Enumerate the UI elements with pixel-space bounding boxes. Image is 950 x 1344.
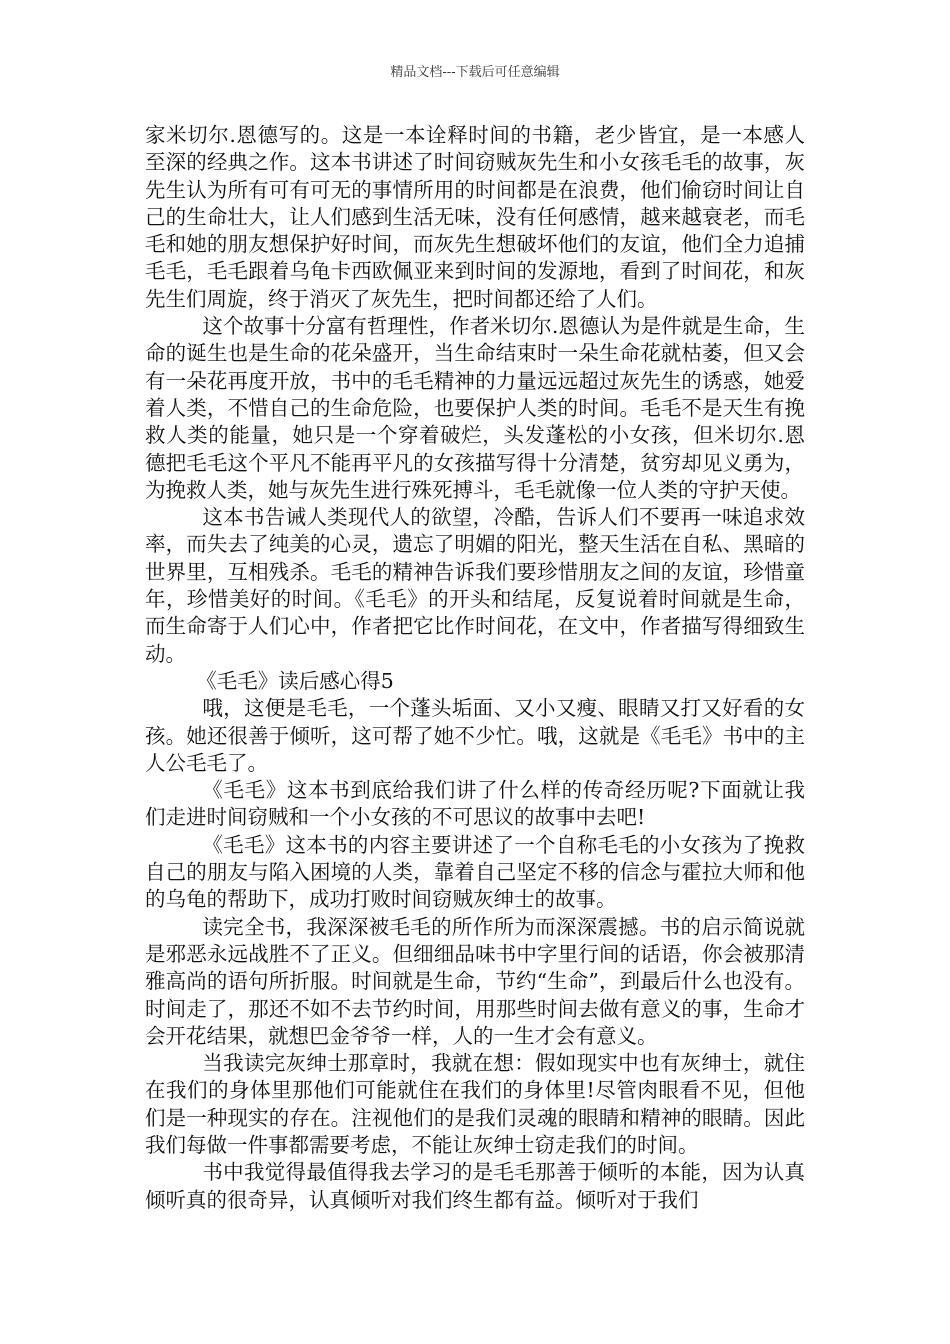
document-body <box>145 122 805 1214</box>
section-heading: 《毛毛》读后感心得5 <box>196 668 394 693</box>
paragraph: 当我读完灰绅士那章时，我就在想：假如现实中也有灰绅士，就住在我们的身体里那他们可能就住在我们的身体里!尽管肉眼看不见，但他们是一种现实的存在。注视他们的是我们灵魂的眼睛和精神的眼睛。因此我们每做一件事都需要考虑，不能让灰绅士窃走我们的时间。 <box>145 1051 805 1157</box>
paragraph: 这个故事十分富有哲理性，作者米切尔.恩德认为是件就是生命，生命的诞生也是生命的花朵盛开，当生命结束时一朵生命花就枯萎，但又会有一朵花再度开放，书中的毛毛精神的力量远远超过灰先生的诱惑，她爱着人类，不惜自己的生命危险，也要保护人类的时间。毛毛不是天生有挽救人类的能量，她只是一个穿着破烂，头发蓬松的小女孩，但米切尔.恩德把毛毛这个平凡不能再平凡的女孩描写得十分清楚，贫穷却见义勇为，为挽救人类，她与灰先生进行殊死搏斗，毛毛就像一位人类的守护天使。 <box>145 314 805 502</box>
paragraph: 哦，这便是毛毛，一个蓬头垢面、又小又瘦、眼睛又打又好看的女孩。她还很善于倾听，这可帮了她不少忙。哦，这就是《毛毛》书中的主人公毛毛了。 <box>145 696 805 775</box>
paragraph: 家米切尔.恩德写的。这是一本诠释时间的书籍，老少皆宜，是一本感人至深的经典之作。这本书讲述了时间窃贼灰先生和小女孩毛毛的故事，灰先生认为所有可有可无的事情所用的时间都是在浪费，他们偷窃时间让自己的生命壮大，让人们感到生活无味，没有任何感情，越来越衰老，而毛毛和她的朋友想保护好时间，而灰先生想破坏他们的友谊，他们全力追捕毛毛，毛毛跟着乌龟卡西欧佩亚来到时间的发源地，看到了时间花，和灰先生们周旋，终于消灭了灰先生，把时间都还给了人们。 <box>145 123 805 311</box>
paragraph: 《毛毛》这本书到底给我们讲了什么样的传奇经历呢?下面就让我们走进时间窃贼和一个小女孩的不可思议的故事中去吧! <box>145 778 805 830</box>
paragraph: 读完全书，我深深被毛毛的所作所为而深深震撼。书的启示简说就是邪恶永远战胜不了正义。但细细品味书中字里行间的话语，你会被那清雅高尚的语句所折服。时间就是生命，节约“生命”，到最后什么也没有。时间走了，那还不如不去节约时间，用那些时间去做有意义的事，生命才会开花结果，就想巴金爷爷一样，人的一生才会有意义。 <box>145 914 805 1048</box>
paragraph: 《毛毛》这本书的内容主要讲述了一个自称毛毛的小女孩为了挽救自己的朋友与陷入困境的人类，靠着自己坚定不移的信念与霍拉大师和他的乌龟的帮助下，成功打败时间窃贼灰绅士的故事。 <box>145 832 805 912</box>
paragraph: 书中我觉得最值得我去学习的是毛毛那善于倾听的本能，因为认真倾听真的很奇异，认真倾听对我们终生都有益。倾听对于我们 <box>145 1160 805 1212</box>
paragraph: 这本书告诫人类现代人的欲望，冷酷，告诉人们不要再一味追求效率，而失去了纯美的心灵，遗忘了明媚的阳光，整天生活在自私、黑暗的世界里，互相残杀。毛毛的精神告诉我们要珍惜朋友之间的友谊，珍惜童年，珍惜美好的时间。《毛毛》的开头和结尾，反复说着时间就是生命，而生命寄于人们心中，作者把它比作时间花，在文中，作者描写得细致生动。 <box>145 505 805 666</box>
page-header: 精品文档---下载后可任意编辑 <box>390 65 560 80</box>
